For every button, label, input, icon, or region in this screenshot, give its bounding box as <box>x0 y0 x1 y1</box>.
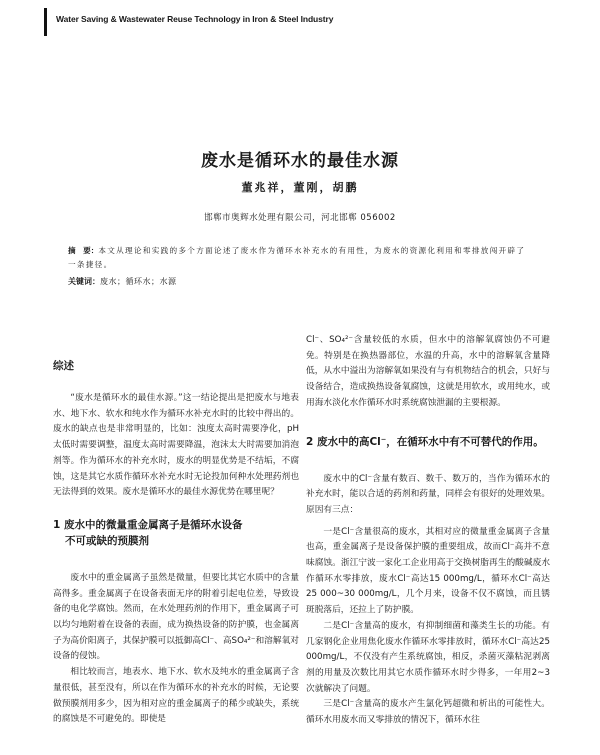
section1-paragraph-1: 废水中的重金属离子虽然是微量，但要比其它水质中的含量高得多。重金属离子在设备表面无序的附着引起电位差，导致设备的电化学腐蚀。然而，在水处理药剂的作用下，重金属离子可以均匀地附着在设备的表面，成为换热设备的防护膜，也金属离子为高价阳离子，其保护膜可以抵御高Cl⁻、高SO₄²⁻和溶解氧对设备的侵蚀。 <box>53 572 299 662</box>
section2-paragraph-4: 三是Cl⁻含量高的废水产生氯化钙超微和析出的可能性大。循环水用废水而又零排放的情况下，循环水往 <box>306 699 550 726</box>
section1-heading-continued: 不可或缺的预膜剂 <box>65 534 149 547</box>
running-header: Water Saving & Wastewater Reuse Technology in Iron & Steel Industry <box>56 14 334 24</box>
abstract-label: 摘 要： <box>68 246 99 255</box>
abstract-text: 本文从理论和实践的多个方面论述了废水作为循环水补充水的有用性，为废水的资源化利用和零排放闯开辟了一条捷径。 <box>68 246 526 269</box>
abstract <box>68 244 534 272</box>
right-column <box>306 333 550 729</box>
continued-paragraph: Cl⁻、SO₄²⁻含量较低的水质，但水中的溶解氧腐蚀仍不可避免。特别是在换热器部位，水温的升高，水中的溶解氧含量降低，从水中溢出为溶解氧如果没有与有机物结合的机会，只好与设备结合，造成换热设备氧腐蚀，这就是用软水，或用纯水，或用海水淡化水作循环水时系统腐蚀泄漏的主要根源。 <box>306 335 550 408</box>
section1-paragraph-2: 相比较而言，地表水、地下水、软水及纯水的重金属离子含量很低，甚至没有，所以在作为循环水的补充水的时候，无论要做预膜剂用多少，因为相对应的重金属离子的稀少或缺失，系统的腐蚀是不可避免的。即使是 <box>53 667 299 725</box>
section2-paragraph-3: 二是Cl⁻含量高的废水，有抑制细菌和藻类生长的功能。有几家钢化企业用焦化废水作循环水零排放时，循环水Cl⁻高达25 000mg/L，不仅没有产生系统腐蚀，相反，杀菌灭藻粘泥剥离剂的用量及次数比用其它水质作循环水时少得多，一年用2~3次就解决了问题。 <box>306 620 550 694</box>
section2-paragraph-1: 废水中的Cl⁻含量有数百、数千、数万的，当作为循环水的补充水时，能以合适的药剂和药量，同样会有很好的处理效果。原因有三点： <box>306 473 550 515</box>
keywords-text: 废水；循环水；水源 <box>100 277 177 286</box>
section2-heading: 2 废水中的高Cl⁻，在循环水中有不可替代的作用。 <box>306 435 544 448</box>
left-column <box>53 334 299 728</box>
affiliation: 邯郸市奥辉水处理有限公司，河北邯郸 056002 <box>204 213 396 223</box>
section2-paragraph-2: 一是Cl⁻含量很高的废水，其相对应的微量重金属离子含量也高，重金属离子是设备保护膜的重要组成，故而Cl⁻高并不意味腐蚀。浙江宁波一家化工企业用高于交换树脂再生的酸碱废水作循环水零排放，废水Cl⁻高达15 000mg/L，循环水Cl⁻高达25 000~30 000mg/L，几个月来，设备不仅不腐蚀，而且锈斑脱落后，还拉上了防护膜。 <box>306 526 550 616</box>
header-rule <box>44 8 47 36</box>
authors: 董兆祥，董刚，胡鹏 <box>241 181 359 194</box>
intro-heading: 综述 <box>53 360 74 372</box>
section1-heading: 1 废水中的微量重金属离子是循环水设备 <box>53 518 243 531</box>
keywords <box>68 276 177 287</box>
article-title: 废水是循环水的最佳水源 <box>201 151 399 171</box>
intro-paragraph: “废水是循环水的最佳水源。”这一结论提出是把废水与地表水、地下水、软水和纯水作为循环水补充水时的比较中得出的。废水的缺点也是非常明显的，比如：浊度太高时需要净化，pH太低时需要调整，温度太高时需要降温，泡沫太大时需要加消泡剂等。作为循环水的补充水时，废水的明显优势是不结垢，不腐蚀，这是其它水质作循环水补充水时无论投加何种水处理药剂也无法得到的效果。废水是循环水的最佳水源优势在哪里呢？ <box>53 393 299 498</box>
keywords-label: 关键词： <box>68 277 100 286</box>
